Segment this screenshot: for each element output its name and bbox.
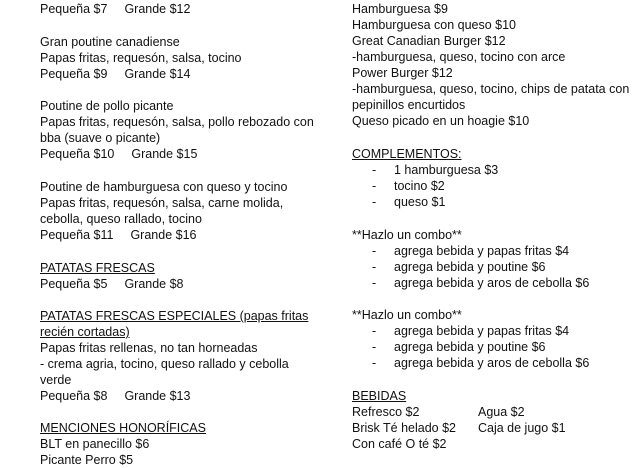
poutine-hamb-title: Poutine de hamburguesa con queso y tocino [40, 180, 288, 194]
dash: - [372, 163, 377, 177]
price-small: Pequeña $8 [40, 389, 108, 403]
dash: - [372, 276, 377, 290]
poutine-hamb-desc1: Papas fritas, requesón, salsa, carne molida, [40, 196, 284, 210]
bebidas-row: Refresco $2 Agua $2 [352, 405, 525, 419]
right-column [352, 1, 637, 452]
price-small: Pequeña $5 [40, 277, 108, 291]
menciones-title: MENCIONES HONORÍFICAS [40, 421, 206, 435]
patatas-esp-prices [40, 388, 325, 404]
poutine-hamb-prices [40, 227, 325, 243]
dash: - [372, 324, 377, 338]
burger-line: pepinillos encurtidos [352, 98, 466, 112]
list-item: - agrega bebida y papas fritas $4 [372, 324, 570, 338]
burger-line: Hamburguesa $9 [352, 2, 448, 16]
bebidas-row: Brisk Té helado $2 Caja de jugo $1 [352, 421, 566, 435]
menciones-item: Picante Perro $5 [40, 453, 134, 467]
list-item: - 1 hamburguesa $3 [372, 163, 499, 177]
list-item: - agrega bebida y aros de cebolla $6 [372, 276, 590, 290]
patatas-esp-desc3: verde [40, 373, 72, 387]
price-small: Pequeña $11 [40, 228, 114, 242]
price-large: Grande $14 [124, 67, 191, 81]
burger-line: Power Burger $12 [352, 66, 453, 80]
patatas-esp-desc2: - crema agria, tocino, queso rallado y cebolla [40, 357, 289, 371]
price-large: Grande $13 [124, 389, 191, 403]
list-item: - agrega bebida y papas fritas $4 [372, 244, 570, 258]
poutine-pollo-desc1: Papas fritas, requesón, salsa, pollo rebozado con [40, 115, 314, 129]
list-item: - agrega bebida y aros de cebolla $6 [372, 356, 590, 370]
dash: - [372, 195, 377, 209]
complementos-title: COMPLEMENTOS: [352, 147, 462, 161]
top-prices [40, 1, 325, 17]
burger-line: -hamburguesa, queso, tocino con arce [352, 50, 566, 64]
price-large: Grande $12 [124, 2, 191, 16]
poutine-pollo-title: Poutine de pollo picante [40, 99, 174, 113]
gran-poutine-desc: Papas fritas, requesón, salsa, tocino [40, 51, 242, 65]
patatas-esp-title1: PATATAS FRESCAS ESPECIALES (papas fritas [40, 309, 309, 323]
menciones-item: BLT en panecillo $6 [40, 437, 150, 451]
burger-line: Queso picado en un hoagie $10 [352, 114, 530, 128]
patatas-title: PATATAS FRESCAS [40, 261, 155, 275]
price-large: Grande $16 [130, 228, 197, 242]
dash: - [372, 179, 377, 193]
patatas-esp-desc1: Papas fritas rellenas, no tan horneadas [40, 341, 258, 355]
combo-title: **Hazlo un combo** [352, 308, 462, 322]
dash: - [372, 340, 377, 354]
burger-line: -hamburguesa, queso, tocino, chips de patata con [352, 82, 630, 96]
bebidas-row: Con café O té $2 [352, 437, 447, 451]
price-small: Pequeña $10 [40, 147, 115, 161]
dash: - [372, 260, 377, 274]
list-item: - tocino $2 [372, 179, 445, 193]
patatas-prices [40, 276, 325, 292]
dash: - [372, 356, 377, 370]
gran-poutine-prices [40, 66, 325, 82]
bebidas-title: BEBIDAS [352, 389, 407, 403]
poutine-pollo-prices [40, 146, 325, 162]
dash: - [372, 244, 377, 258]
patatas-esp-title2: recién cortadas) [40, 325, 130, 339]
price-large: Grande $15 [131, 147, 198, 161]
burger-line: Hamburguesa con queso $10 [352, 18, 517, 32]
price-small: Pequeña $7 [40, 2, 108, 16]
list-item: - agrega bebida y poutine $6 [372, 260, 546, 274]
price-large: Grande $8 [124, 277, 184, 291]
list-item: - queso $1 [372, 195, 446, 209]
poutine-hamb-desc2: cebolla, queso rallado, tocino [40, 212, 202, 226]
burger-line: Great Canadian Burger $12 [352, 34, 506, 48]
list-item: - agrega bebida y poutine $6 [372, 340, 546, 354]
combo-title: **Hazlo un combo** [352, 228, 462, 242]
gran-poutine-title: Gran poutine canadiense [40, 35, 180, 49]
poutine-pollo-desc2: bba (suave o picante) [40, 131, 161, 145]
left-column [40, 1, 325, 468]
price-small: Pequeña $9 [40, 67, 108, 81]
